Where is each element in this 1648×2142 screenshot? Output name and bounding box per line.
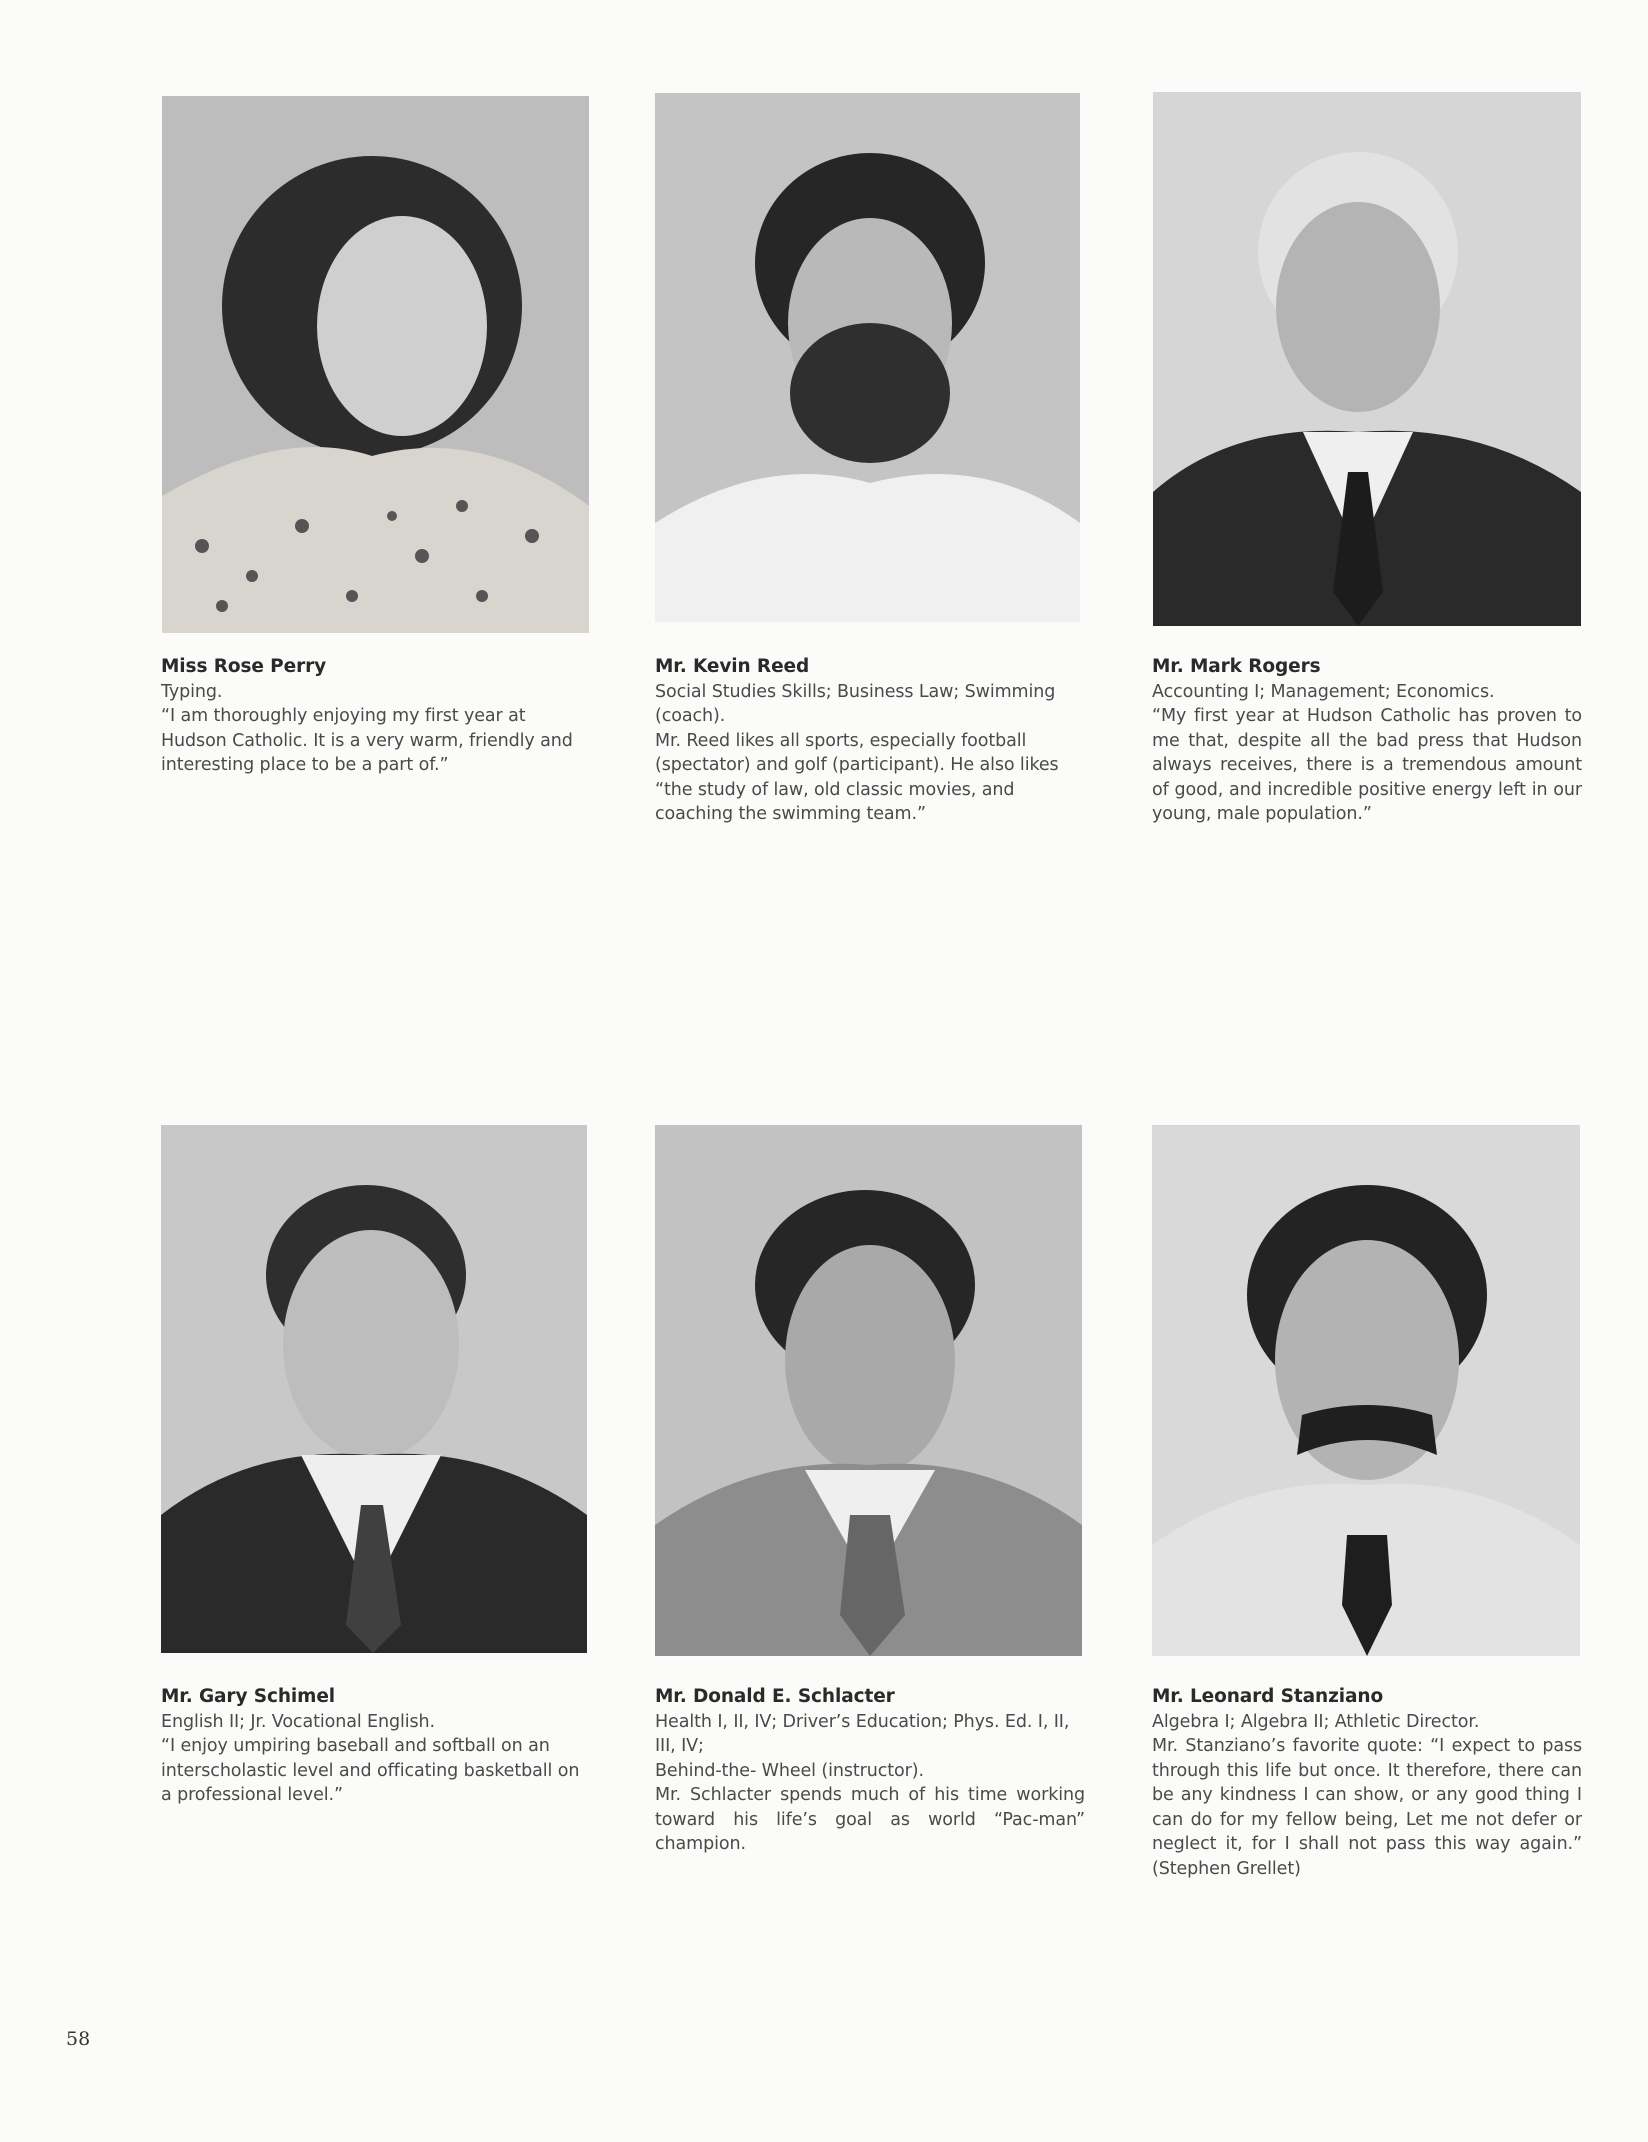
teacher-entry (1152, 655, 1582, 827)
teacher-name: Mr. Gary Schimel (161, 1686, 336, 1707)
portrait-photo-gary-schimel (161, 1125, 587, 1653)
teacher-bio: Mr. Schlacter spends much of his time working toward his life’s goal as world “Pac-man” champion. (655, 1785, 1085, 1854)
portrait-photo-donald-schlacter (655, 1125, 1082, 1656)
portrait-photo-leonard-stanziano (1152, 1125, 1580, 1656)
teacher-entry (161, 1685, 591, 1808)
teacher-entry (1152, 1685, 1582, 1881)
portrait-photo-mark-rogers (1153, 92, 1581, 626)
teacher-role: Behind-the- Wheel (instructor). (655, 1760, 924, 1781)
teacher-entry (655, 1685, 1085, 1857)
teacher-entry (655, 655, 1085, 827)
teacher-bio: Mr. Reed likes all sports, especially football (spectator) and golf (participant). He also likes “the study of law, old classic movies, and coaching the swimming team.” (655, 730, 1059, 824)
teacher-quote: “I enjoy umpiring baseball and softball on an interscholastic level and officating basketball on a professional level.” (161, 1736, 580, 1805)
teacher-quote: “My first year at Hudson Catholic has proven to me that, despite all the bad press that Hudson always receives, there is a tremendous amount of good, and incredible positive energy left in our young, male population.” (1152, 706, 1582, 824)
teacher-name: Miss Rose Perry (161, 656, 327, 677)
teacher-subjects: Typing. (161, 681, 223, 702)
teacher-quote: “I am thoroughly enjoying my first year at Hudson Catholic. It is a very warm, friendly and interesting place to be a part of.” (161, 706, 573, 775)
teacher-name: Mr. Kevin Reed (655, 656, 810, 677)
portrait-photo-kevin-reed (655, 93, 1080, 622)
teacher-subjects: Accounting I; Management; Economics. (1152, 681, 1495, 702)
teacher-name: Mr. Leonard Stanziano (1152, 1686, 1384, 1707)
teacher-subjects: English II; Jr. Vocational English. (161, 1711, 435, 1732)
page-number: 58 (66, 2028, 91, 2050)
teacher-entry (161, 655, 591, 778)
teacher-subjects: Algebra I; Algebra II; Athletic Director. (1152, 1711, 1480, 1732)
portrait-photo-rose-perry (162, 96, 589, 633)
teacher-subjects: Social Studies Skills; Business Law; Swimming (coach). (655, 681, 1056, 726)
teacher-quote: Mr. Stanziano’s favorite quote: “I expect to pass through this life but once. It therefore, there can be any kindness I can show, or any good thing I can do for my fellow being, Let me not defer or neglect it, for I shall not pass this way again.” (Stephen Grellet) (1152, 1736, 1582, 1879)
teacher-name: Mr. Donald E. Schlacter (655, 1686, 895, 1707)
teacher-subjects: Health I, II, IV; Driver’s Education; Phys. Ed. I, II, III, IV; (655, 1711, 1070, 1756)
teacher-name: Mr. Mark Rogers (1152, 656, 1321, 677)
